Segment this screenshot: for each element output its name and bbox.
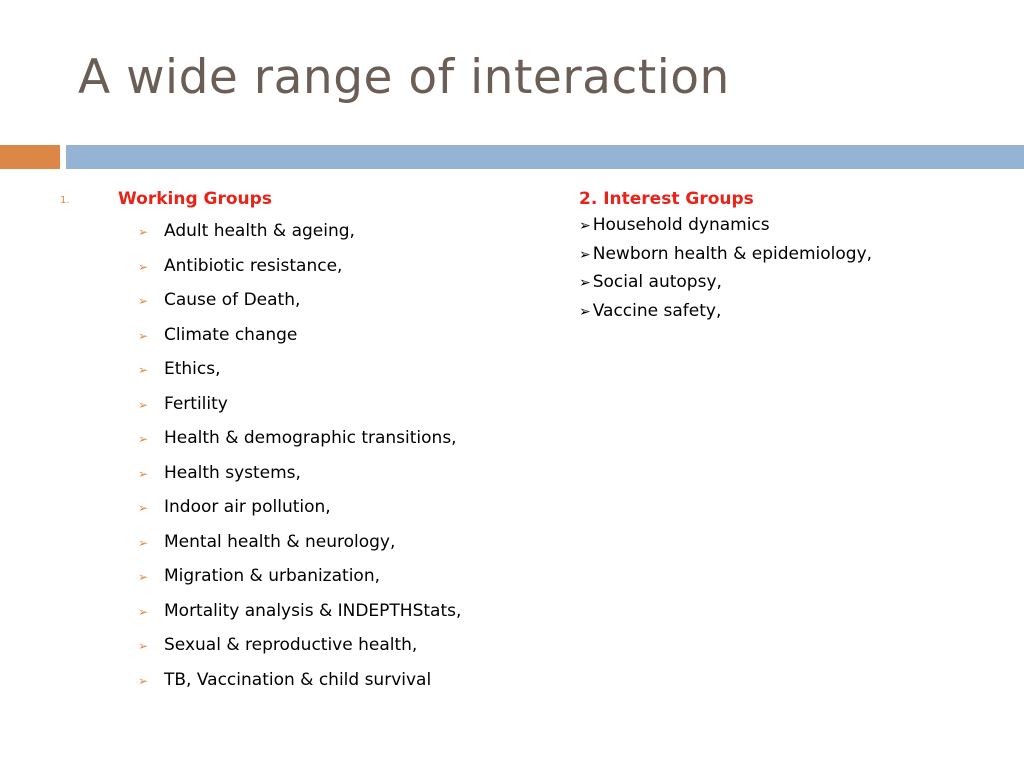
list-item — [60, 356, 500, 383]
list-item-label: Social autopsy, — [592, 272, 722, 292]
arrow-bullet-icon: ➢ — [138, 294, 149, 308]
arrow-bullet-icon: ➢ — [138, 604, 149, 619]
list-item-label: Vaccine safety, — [592, 300, 722, 321]
list-item — [60, 425, 500, 452]
list-item — [579, 241, 1019, 270]
arrow-bullet-icon: ➢ — [138, 432, 149, 446]
arrow-bullet-icon: ➢ — [579, 246, 591, 263]
arrow-bullet-icon: ➢ — [579, 275, 591, 291]
interest-groups-list — [579, 212, 1019, 326]
arrow-bullet-icon: ➢ — [138, 363, 149, 377]
arrow-bullet-icon: ➢ — [138, 259, 149, 274]
list-item — [60, 632, 500, 659]
list-item-label: Mental health & neurology, — [164, 531, 396, 552]
arrow-bullet-icon: ➢ — [138, 501, 149, 515]
list-item-label: TB, Vaccination & child survival — [164, 669, 432, 690]
list-item-label: Sexual & reproductive health, — [164, 635, 418, 655]
list-item — [60, 322, 500, 349]
list-item-label: Newborn health & epidemiology, — [592, 243, 873, 264]
list-item — [579, 212, 1019, 241]
interest-groups-column — [579, 186, 1019, 326]
list-item — [60, 391, 500, 418]
accent-bar-blue — [66, 145, 1024, 169]
arrow-bullet-icon: ➢ — [138, 328, 149, 343]
list-item — [60, 667, 500, 694]
list-number: 1. — [60, 195, 70, 206]
list-item-label: Ethics, — [164, 359, 221, 379]
list-item-label: Household dynamics — [592, 215, 770, 235]
list-item-label: Adult health & ageing, — [164, 221, 355, 241]
list-item-label: Health & demographic transitions, — [164, 428, 457, 448]
arrow-bullet-icon: ➢ — [138, 570, 149, 584]
slide-title: A wide range of interaction — [78, 50, 730, 105]
list-item — [579, 298, 1019, 327]
arrow-bullet-icon: ➢ — [138, 673, 149, 688]
working-groups-list — [60, 218, 500, 694]
arrow-bullet-icon: ➢ — [579, 218, 591, 234]
list-item — [60, 529, 500, 556]
list-item — [60, 287, 500, 314]
list-item — [60, 598, 500, 625]
list-item — [60, 563, 500, 590]
arrow-bullet-icon: ➢ — [138, 466, 149, 481]
list-item-label: Mortality analysis & INDEPTHStats, — [164, 600, 462, 621]
arrow-bullet-icon: ➢ — [138, 639, 149, 653]
arrow-bullet-icon: ➢ — [138, 397, 149, 412]
list-item — [60, 218, 500, 245]
arrow-bullet-icon: ➢ — [138, 225, 149, 239]
working-groups-column — [60, 186, 500, 701]
list-item-label: Migration & urbanization, — [164, 566, 380, 586]
list-item-label: Health systems, — [164, 462, 301, 483]
arrow-bullet-icon: ➢ — [138, 535, 149, 550]
working-groups-heading: Working Groups — [118, 189, 272, 209]
arrow-bullet-icon: ➢ — [579, 303, 591, 320]
list-item-label: Fertility — [164, 393, 228, 414]
list-item — [60, 253, 500, 280]
list-item — [60, 460, 500, 487]
list-item-label: Cause of Death, — [164, 290, 301, 310]
list-item — [60, 494, 500, 521]
list-item-label: Antibiotic resistance, — [164, 255, 343, 276]
list-item — [579, 269, 1019, 298]
list-item-label: Indoor air pollution, — [164, 497, 331, 517]
accent-bar-orange — [0, 145, 60, 169]
list-item-label: Climate change — [164, 324, 298, 345]
interest-groups-heading: 2. Interest Groups — [579, 189, 754, 209]
